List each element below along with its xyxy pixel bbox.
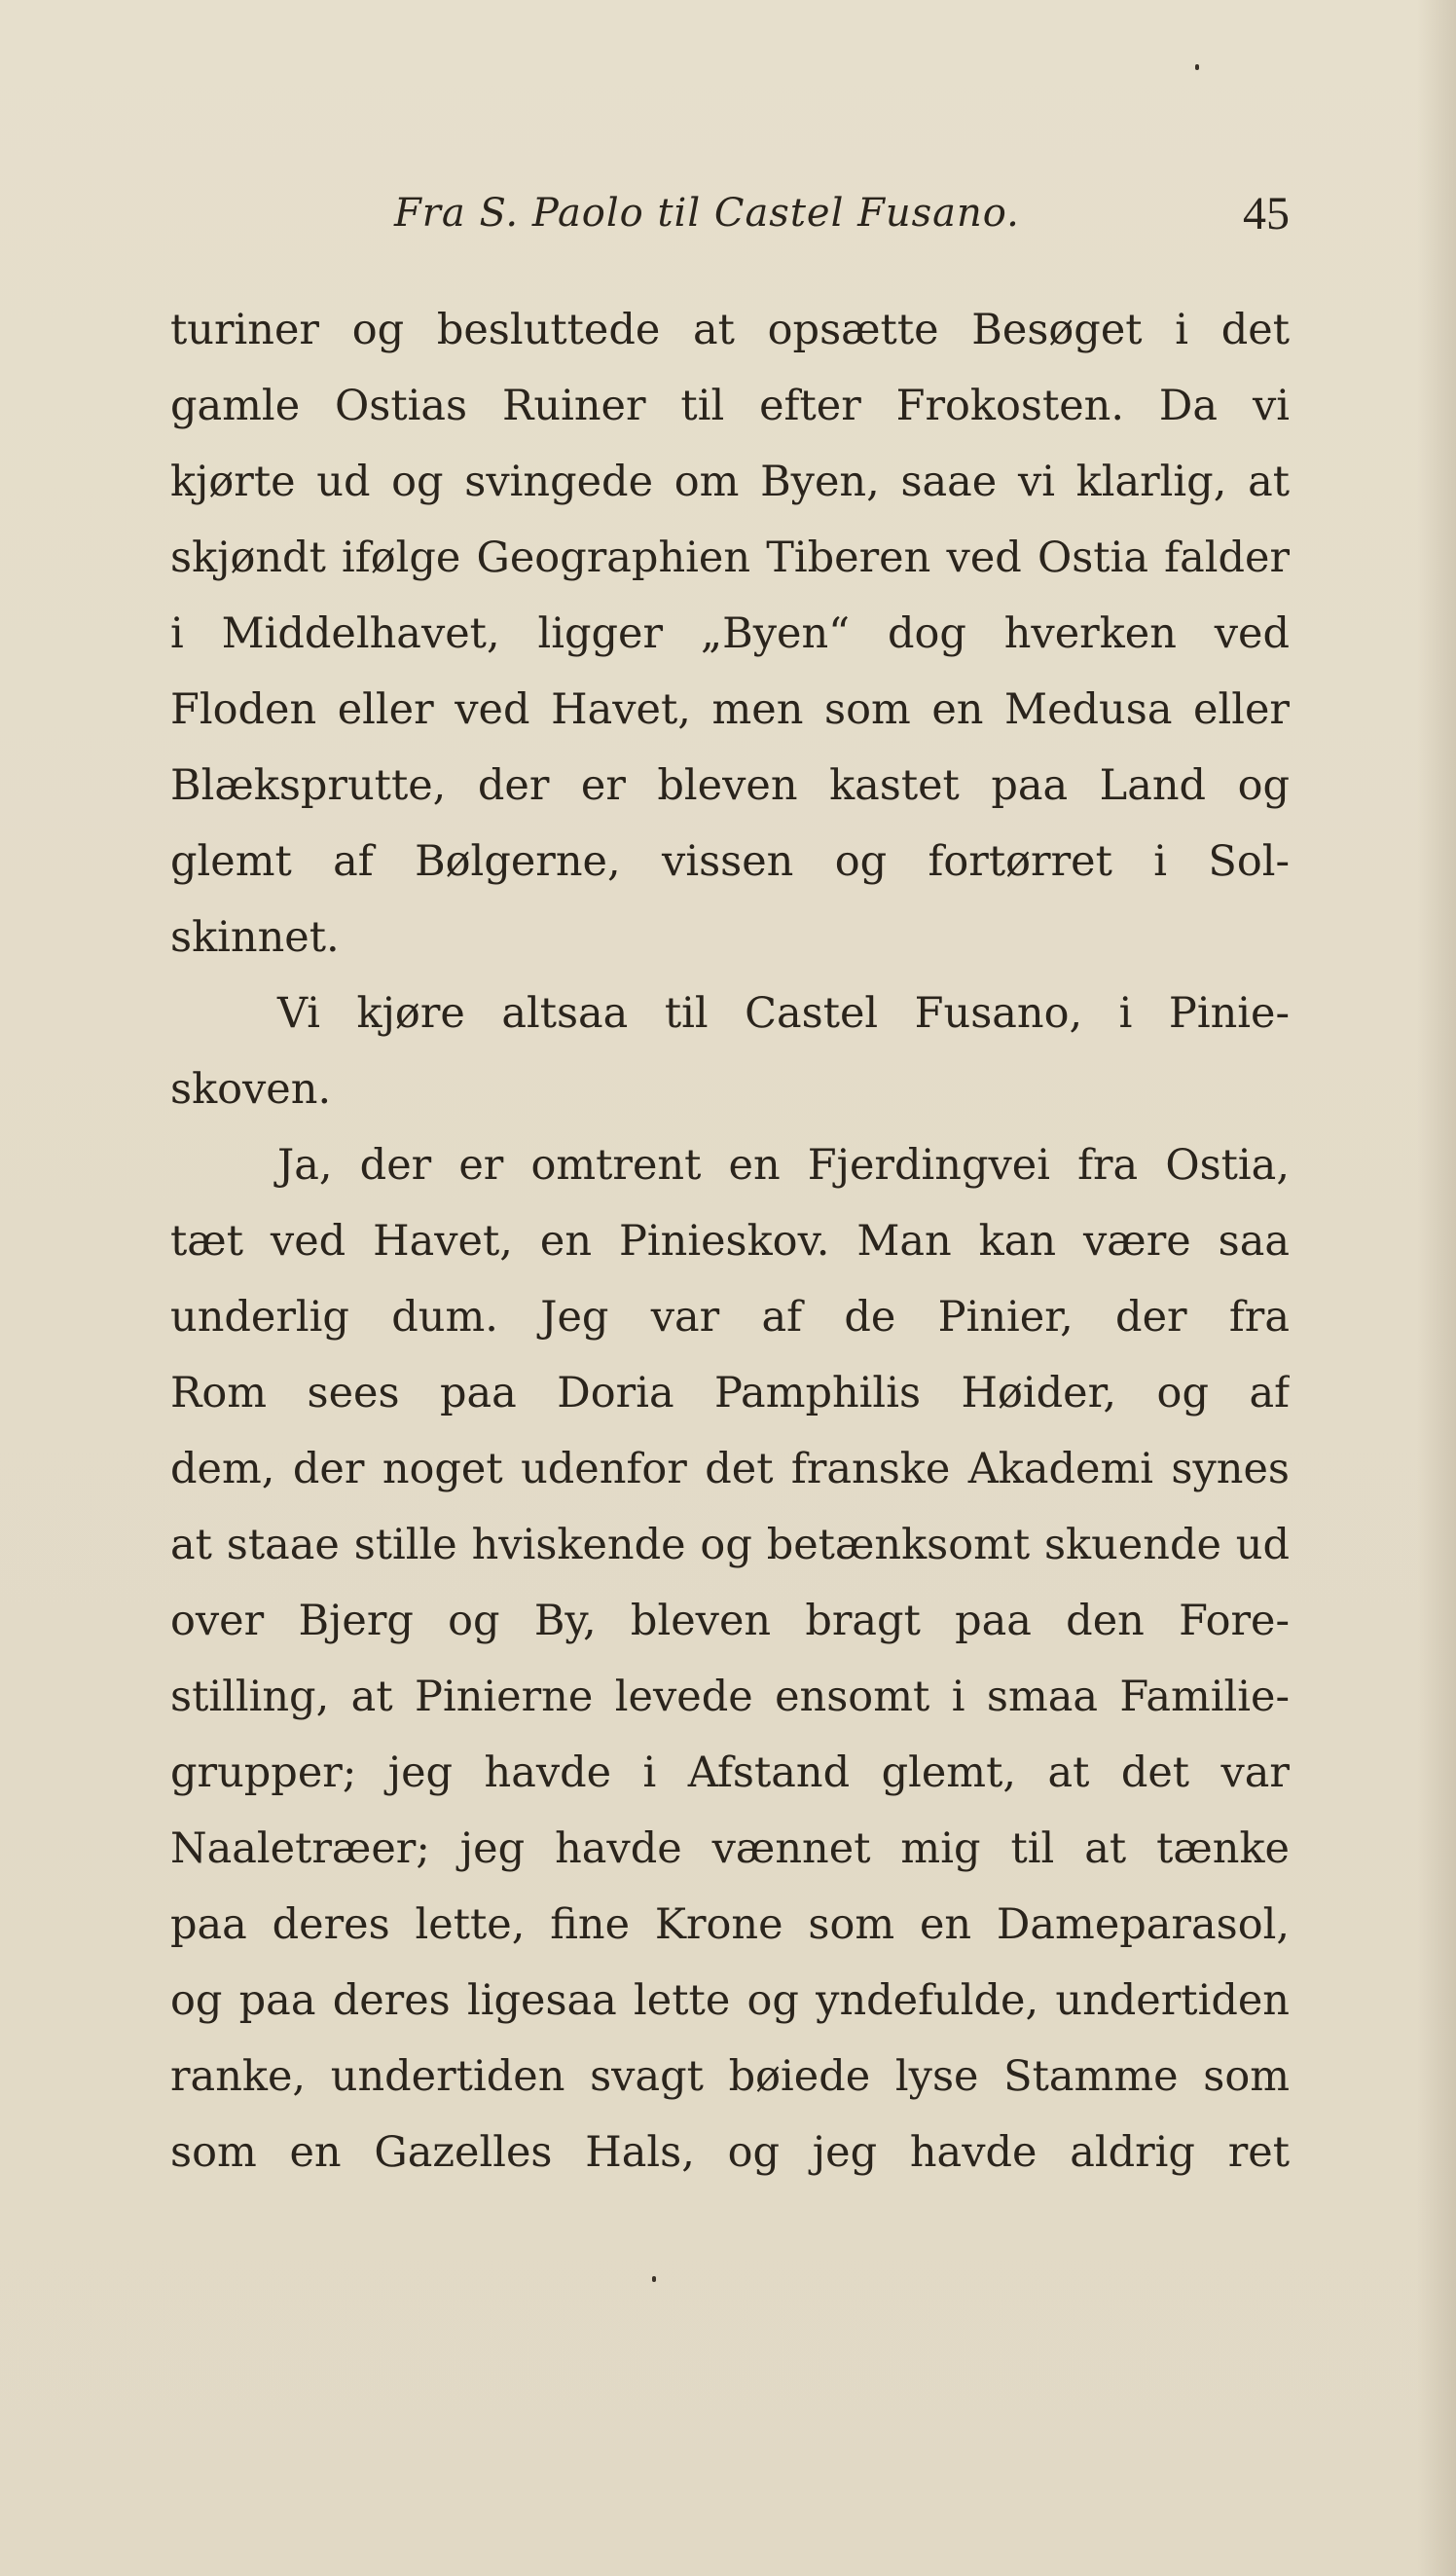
text-line: skjøndt ifølge Geographien Tiberen ved Ostia falder: [170, 534, 1290, 582]
text-line: gamle Ostias Ruiner til efter Frokosten. Da vi: [170, 382, 1290, 430]
text-line: ranke, undertiden svagt bøiede lyse Stamme som: [170, 2052, 1290, 2101]
text-line: i Middelhavet, ligger „Byen“ dog hverken ved: [170, 609, 1290, 658]
paper-speck: [1195, 64, 1199, 70]
paper-speck: [652, 2276, 656, 2282]
page-edge-shadow: [1417, 0, 1456, 2576]
text-line: tæt ved Havet, en Pinieskov. Man kan være saa: [170, 1217, 1290, 1266]
text-line: grupper; jeg havde i Afstand glemt, at det var: [170, 1748, 1290, 1797]
text-line: og paa deres ligesaa lette og yndefulde, undertiden: [170, 1976, 1290, 2025]
text-line: underlig dum. Jeg var af de Pinier, der fra: [170, 1293, 1290, 1342]
text-line: Naaletræer; jeg havde vænnet mig til at tænke: [170, 1824, 1290, 1873]
body-text: [170, 292, 1290, 2190]
text-line: Vi kjøre altsaa til Castel Fusano, i Pinie-: [277, 989, 1290, 1038]
running-head: Fra S. Paolo til Castel Fusano.: [394, 191, 1020, 236]
text-line: Rom sees paa Doria Pamphilis Høider, og af: [170, 1369, 1290, 1417]
text-line: over Bjerg og By, bleven bragt paa den Fore-: [170, 1597, 1290, 1645]
text-line: Blæksprutte, der er bleven kastet paa Land og: [170, 761, 1290, 810]
text-line: dem, der noget udenfor det franske Akademi synes: [170, 1445, 1290, 1493]
page-header: [170, 185, 1290, 253]
text-line: skinnet.: [170, 913, 340, 962]
text-line: turiner og besluttede at opsætte Besøget i det: [170, 306, 1290, 354]
text-line: paa deres lette, fine Krone som en Dameparasol,: [170, 1900, 1290, 1949]
text-line: kjørte ud og svingede om Byen, saae vi klarlig, at: [170, 458, 1290, 506]
text-line: at staae stille hviskende og betænksomt skuende ud: [170, 1521, 1290, 1569]
text-line: Ja, der er omtrent en Fjerdingvei fra Ostia,: [277, 1141, 1290, 1190]
text-line: glemt af Bølgerne, vissen og fortørret i Sol-: [170, 837, 1290, 886]
text-line: Floden eller ved Havet, men som en Medusa eller: [170, 685, 1290, 734]
text-line: skoven.: [170, 1065, 332, 1114]
text-line: som en Gazelles Hals, og jeg havde aldrig ret: [170, 2128, 1290, 2177]
text-line: stilling, at Pinierne levede ensomt i smaa Familie-: [170, 1673, 1290, 1721]
page-number: 45: [1243, 188, 1290, 239]
